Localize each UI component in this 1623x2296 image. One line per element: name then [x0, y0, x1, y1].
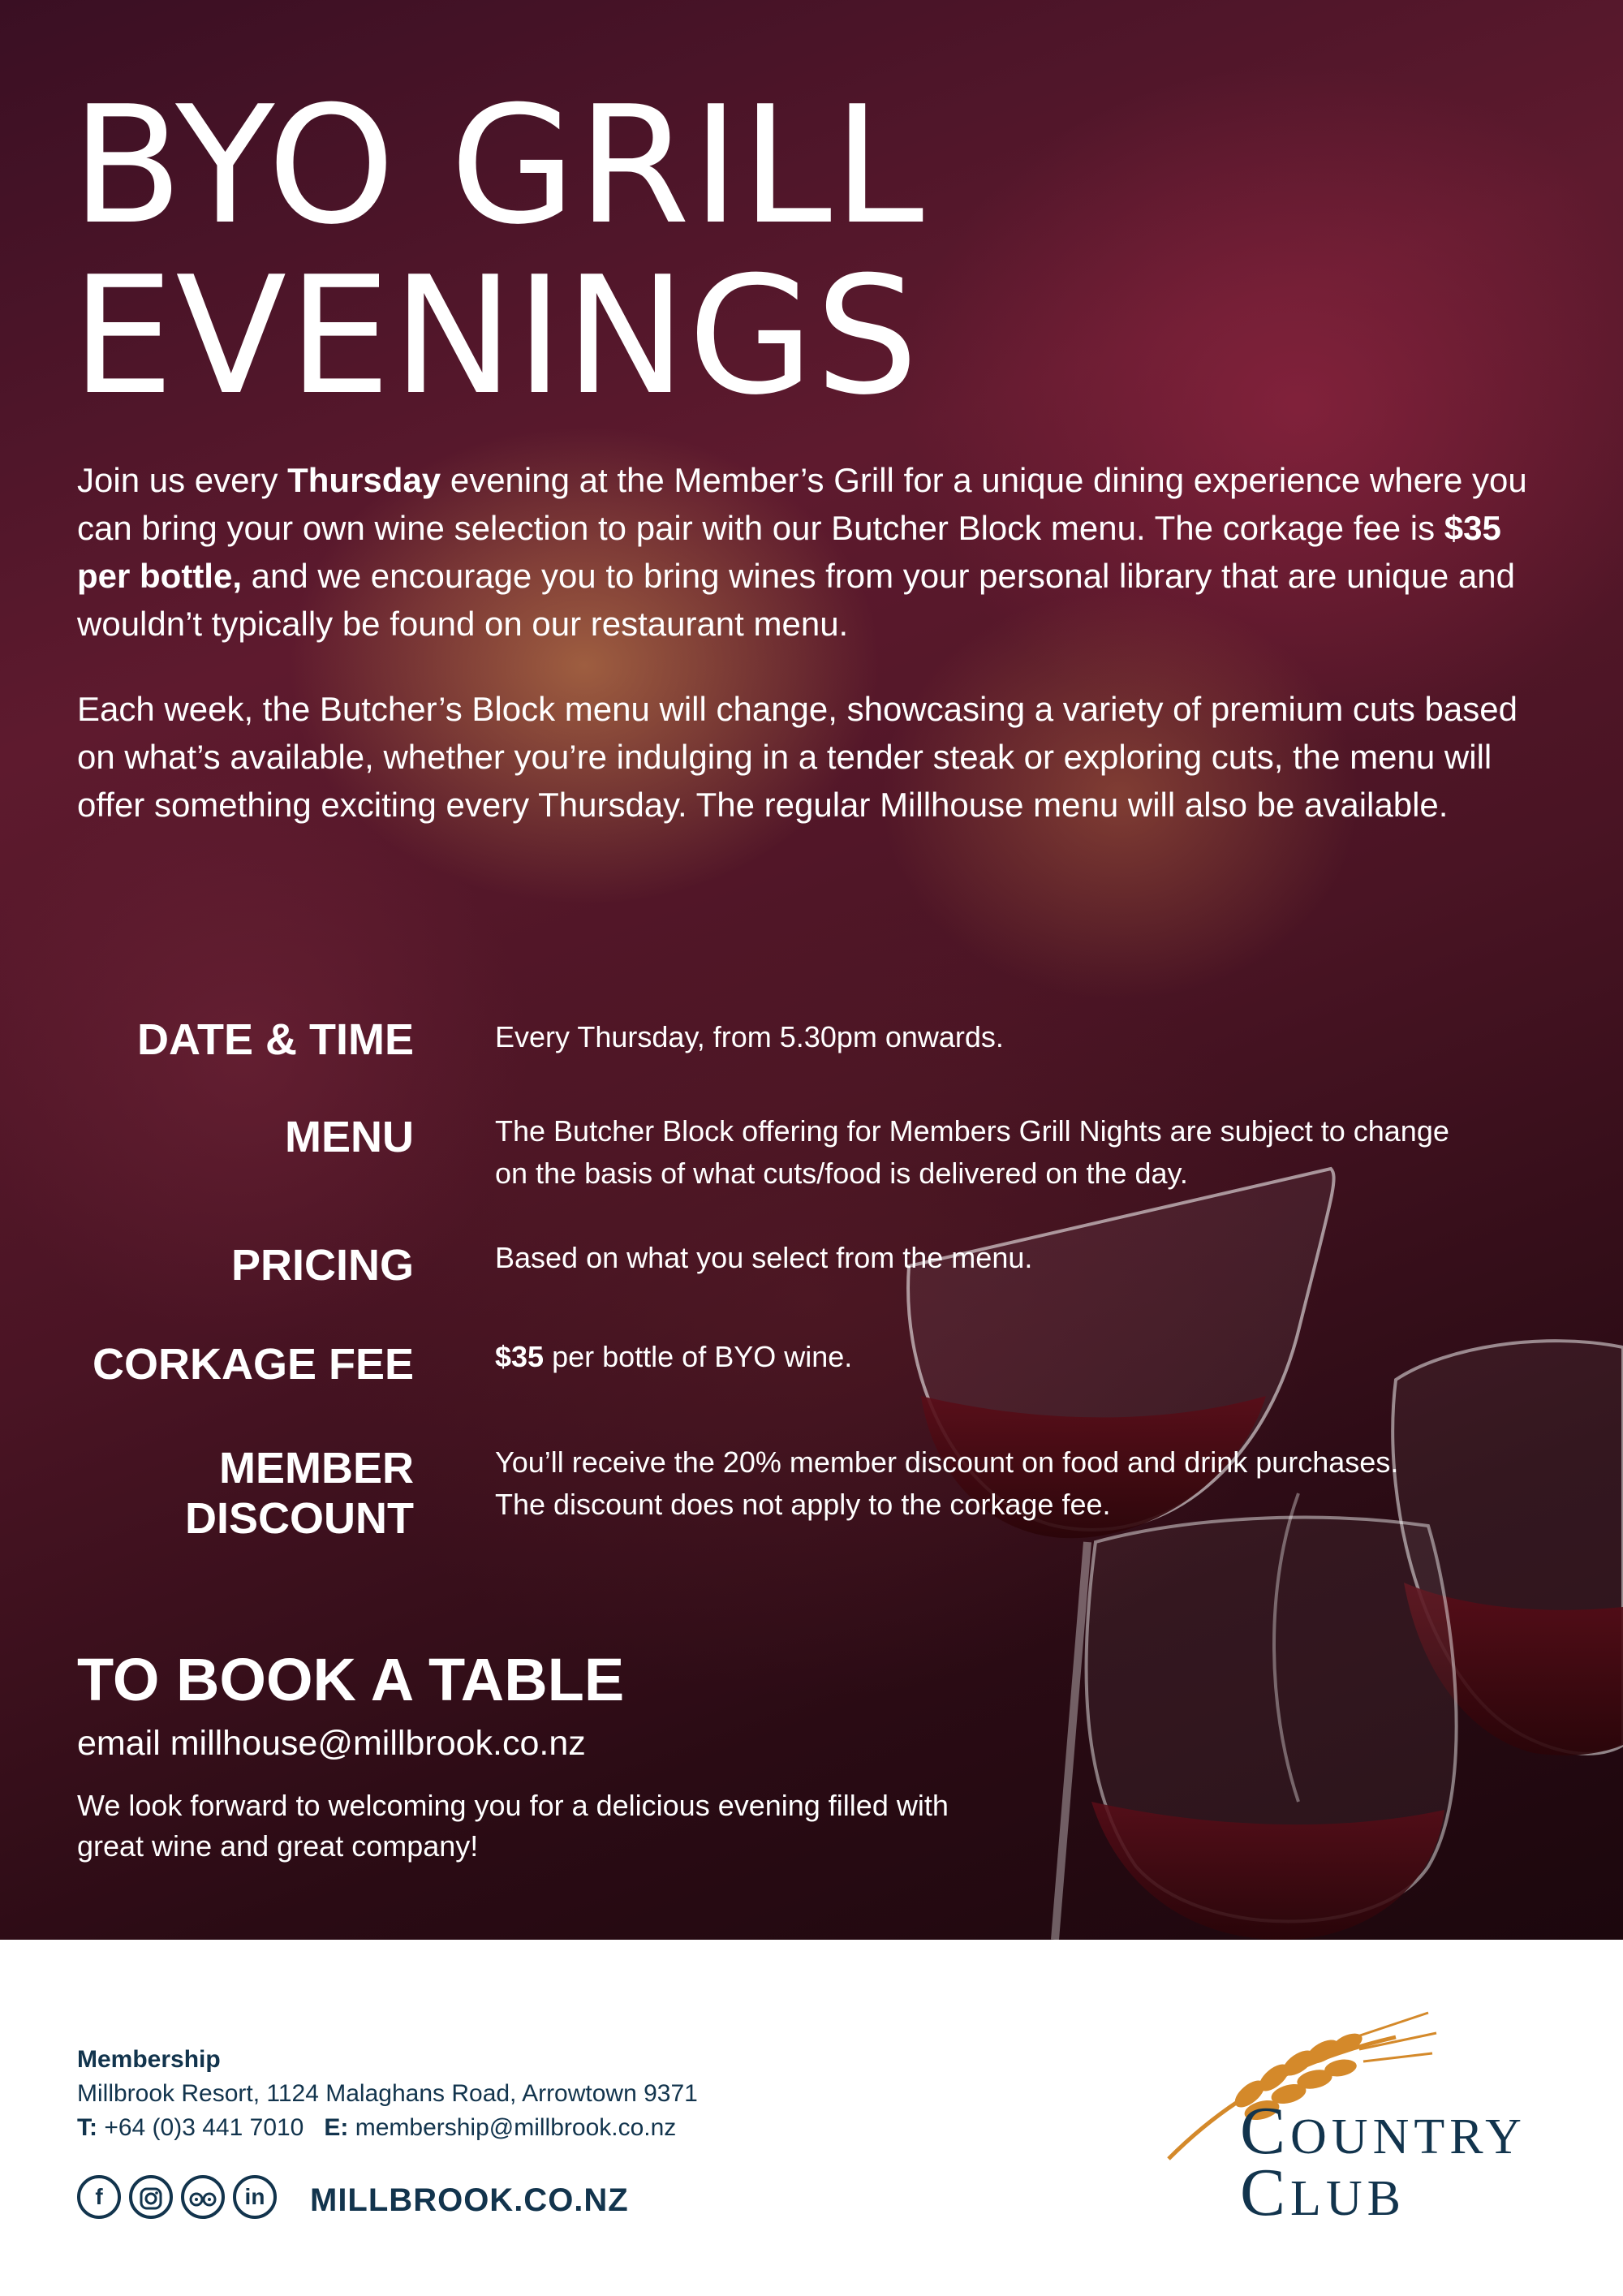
menu-label: MENU	[285, 1113, 414, 1161]
date-label: DATE & TIME	[137, 1015, 414, 1064]
title-line-2: EVENINGS	[71, 242, 920, 431]
membership-contact	[77, 2112, 676, 2144]
social-links	[77, 2175, 285, 2224]
booking-email[interactable]: email millhouse@millbrook.co.nz	[77, 1724, 586, 1763]
phone-number[interactable]: +64 (0)3 441 7010	[97, 2114, 304, 2141]
intro-paragraph-1	[77, 456, 1554, 648]
closing-text: We look forward to welcoming you for a delicious evening filled with great wine and great company!	[77, 1789, 949, 1863]
membership-heading: Membership	[77, 2046, 221, 2073]
intro-p1-price: $35 per bottle,	[77, 509, 1501, 595]
date-value: Every Thursday, from 5.30pm onwards.	[495, 1020, 1004, 1053]
discount-label-line-2: DISCOUNT	[185, 1494, 414, 1543]
email-label: E:	[324, 2114, 349, 2141]
discount-value: You’ll receive the 20% member discount on food and drink purchases. The discount does not apply to the corkage fee.	[495, 1445, 1399, 1521]
intro-p1-thursday: Thursday	[287, 461, 441, 499]
discount-label-line-1: MEMBER	[219, 1444, 414, 1493]
membership-address: Millbrook Resort, 1124 Malaghans Road, Arrowtown 9371	[77, 2080, 698, 2107]
instagram-icon[interactable]	[129, 2175, 173, 2219]
country-club-logo	[1152, 2005, 1574, 2264]
corkage-value	[495, 1336, 1469, 1378]
title-line-1: BYO GRILL	[71, 71, 926, 261]
website-link[interactable]: MILLBROOK.CO.NZ	[310, 2182, 629, 2218]
intro-text	[77, 456, 1554, 866]
menu-value: The Butcher Block offering for Members Grill Nights are subject to change on the basis of what cuts/food is delivered on the day.	[495, 1114, 1449, 1190]
booking-title: TO BOOK A TABLE	[77, 1646, 625, 1713]
corkage-price: $35	[495, 1340, 545, 1373]
corkage-rest: per bottle of BYO wine.	[544, 1340, 853, 1373]
discount-label	[57, 1443, 414, 1544]
tripadvisor-icon[interactable]	[181, 2175, 225, 2219]
pricing-value: Based on what you select from the menu.	[495, 1241, 1033, 1274]
membership-email[interactable]: membership@millbrook.co.nz	[348, 2114, 677, 2141]
pricing-label: PRICING	[230, 1241, 414, 1290]
page-title	[71, 71, 926, 431]
facebook-icon[interactable]: f	[77, 2175, 121, 2219]
logo-text-country: COUNTRY	[1240, 2093, 1526, 2169]
linkedin-icon[interactable]: in	[233, 2175, 277, 2219]
footer	[0, 1940, 1623, 2296]
intro-p1-e: and we encourage you to bring wines from your personal library that are unique and wouldn’t typically be found on our restaurant menu.	[77, 557, 1515, 643]
intro-paragraph-2: Each week, the Butcher’s Block menu will change, showcasing a variety of premium cuts based on what’s available, whether you’re indulging in a tender steak or exploring cuts, the menu will offer something exciting every Thursday. The regular Millhouse menu will also be available.	[77, 690, 1518, 824]
intro-p1-c: evening at the Member’s Grill for a unique dining experience where you can bring your own wine selection to pair with our Butcher Block menu. The corkage fee is	[77, 461, 1527, 547]
phone-label: T:	[77, 2114, 97, 2141]
logo-text-club: CLUB	[1240, 2155, 1406, 2230]
corkage-label: CORKAGE FEE	[92, 1340, 414, 1389]
intro-p1-a: Join us every	[77, 461, 288, 499]
